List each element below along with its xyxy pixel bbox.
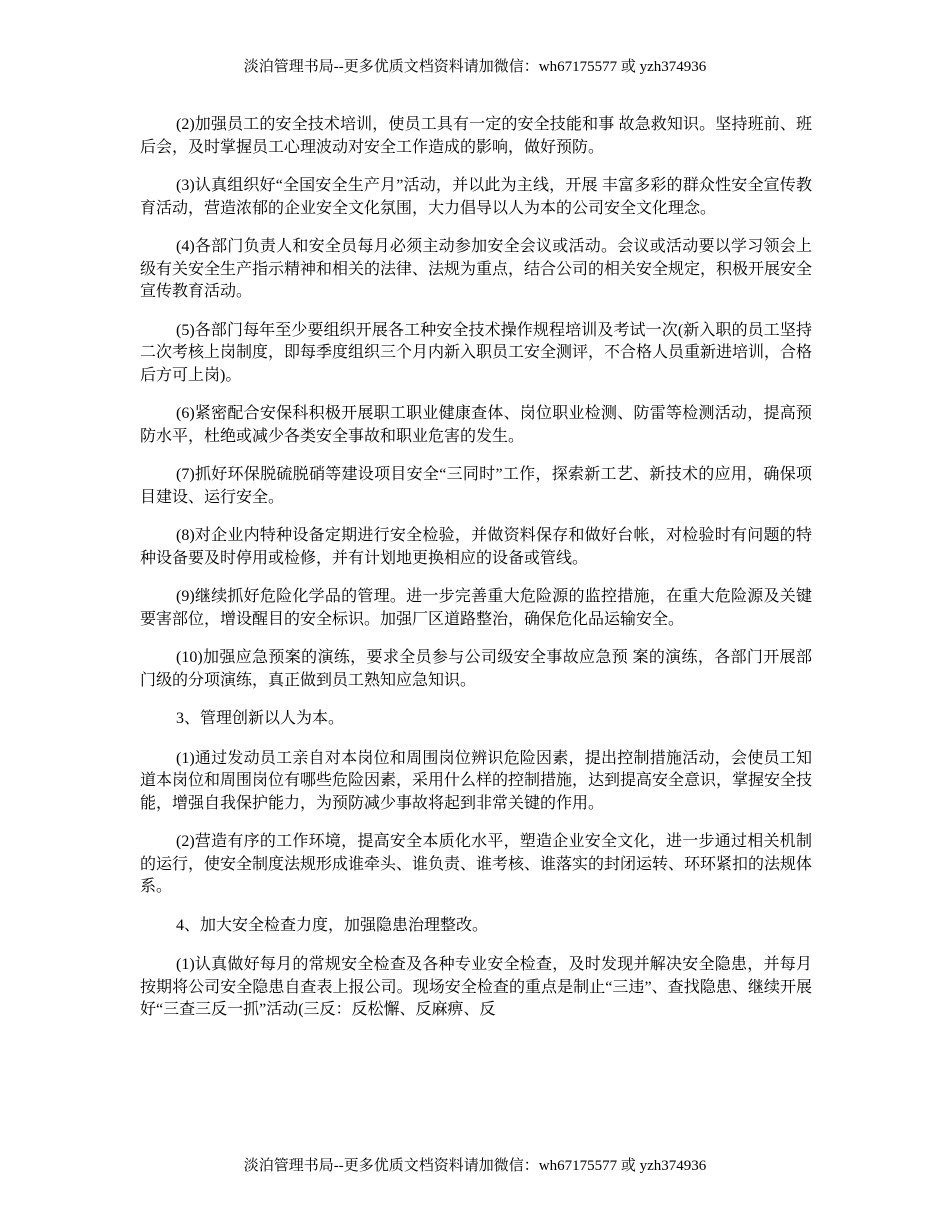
paragraph-hazard-identification: (1)通过发动员工亲自对本岗位和周围岗位辨识危险因素，提出控制措施活动，会使员工知道本岗位和周围岗位有哪些危险因素，采用什么样的控制措施，达到提高安全意识，掌握安全技能，增强自我保护能力，为预防减少事故将起到非常关键的作用。 (140, 749, 813, 812)
document-body (140, 114, 812, 1038)
page-header: 淡泊管理书局--更多优质文档资料请加微信：wh67175577 或 yzh374936 (243, 59, 707, 75)
paragraph-department-meetings: (4)各部门负责人和安全员每月必须主动参加安全会议或活动。会议或活动要以学习领会上级有关安全生产指示精神和相关的法律、法规为重点，结合公司的相关安全规定，积极开展安全宣传教育活动。 (140, 238, 813, 300)
page-footer: 淡泊管理书局--更多优质文档资料请加微信：wh67175577 或 yzh374936 (243, 1158, 707, 1174)
section-heading-management-innovation: 3、管理创新以人为本。 (176, 710, 345, 727)
section-heading-safety-inspection: 4、加大安全检查力度，加强隐患治理整改。 (176, 916, 489, 934)
paragraph-special-equipment: (8)对企业内特种设备定期进行安全检验，并做资料保存和做好台帐，对检验时有问题的特种设备要及时停用或检修，并有计划地更换相应的设备或管线。 (140, 527, 812, 567)
paragraph-emergency-drills: (10)加强应急预案的演练，要求全员参与公司级安全事故应急预 案的演练，各部门开展部门级的分项演练，真正做到员工熟知应急知识。 (140, 649, 812, 689)
paragraph-operation-training: (5)各部门每年至少要组织开展各工种安全技术操作规程培训及考试一次(新入职的员工坚持二次考核上岗制度，即每季度组织三个月内新入职员工安全测评，不合格人员重新进培训，合格后方可上岗)。 (140, 321, 813, 384)
paragraph-monthly-inspection: (1)认真做好每月的常规安全检查及各种专业安全检查，及时发现并解决安全隐患，并每月按期将公司安全隐患自查表上报公司。现场安全检查的重点是制止“三违”、查找隐患、继续开展好“三查三反一抓”活动(三反：反松懈、反麻痹、反 (140, 956, 812, 1018)
paragraph-health-checks: (6)紧密配合安保科积极开展职工职业健康查体、岗位职业检测、防雷等检测活动，提高预防水平，杜绝或减少各类安全事故和职业危害的发生。 (140, 405, 812, 445)
paragraph-hazardous-chemicals: (9)继续抓好危险化学品的管理。进一步完善重大危险源的监控措施，在重大危险源及关键要害部位，增设醒目的安全标识。加强厂区道路整治，确保危化品运输安全。 (140, 588, 812, 628)
paragraph-safety-month: (3)认真组织好“全国安全生产月”活动，并以此为主线，开展 丰富多彩的群众性安全宣传教育活动，营造浓郁的企业安全文化氛围，大力倡导以人为本的公司安全文化理念。 (140, 177, 812, 217)
paragraph-three-simultaneous: (7)抓好环保脱硫脱硝等建设项目安全“三同时”工作，探索新工艺、新技术的应用，确保项目建设、运行安全。 (140, 466, 812, 506)
paragraph-work-environment: (2)营造有序的工作环境，提高安全本质化水平，塑造企业安全文化，进一步通过相关机制的运行，使安全制度法规形成谁牵头、谁负责、谁考核、谁落实的封闭运转、环环紧扣的法规体系。 (140, 833, 813, 895)
paragraph-training: (2)加强员工的安全技术培训，使员工具有一定的安全技能和事 故急救知识。坚持班前、班后会，及时掌握员工心理波动对安全工作造成的影响，做好预防。 (140, 116, 812, 156)
